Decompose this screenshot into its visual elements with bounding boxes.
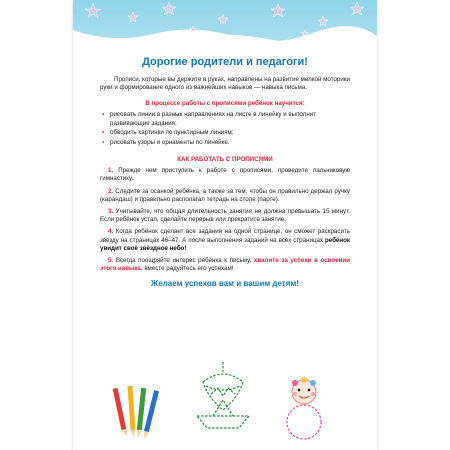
bullet-icon: • bbox=[102, 129, 105, 137]
bullet-icon: • bbox=[102, 139, 105, 147]
snowman-icon bbox=[287, 377, 321, 439]
star-icon bbox=[350, 2, 364, 15]
list-item: • рисовать узоры и орнаменты по линейке. bbox=[102, 139, 230, 147]
closing-wish: Желаем успехов вам и вашим детям! bbox=[151, 279, 299, 289]
banner-decoration bbox=[73, 0, 377, 46]
spinning-top-icon bbox=[203, 362, 243, 410]
page-title: Дорогие родители и педагоги! bbox=[142, 56, 308, 68]
step-3: 3. Учитывайте, что общая длительность занятия не должна превышать 15 минут. Если ребёнок устал, сделайте перерыв или прекратите занятие. bbox=[100, 208, 350, 224]
step-2: 2. Следите за осанкой ребёнка, а также за тем, чтобы он правильно держал ручку (карандаш) и правильно располагал тетрадь на столе (парте). bbox=[100, 187, 350, 203]
learn-heading: В процессе работы с прописями ребёнок научится: bbox=[145, 100, 305, 108]
star-icon bbox=[162, 2, 176, 15]
step-4: 4. Когда ребёнок сделает все задания на одной странице, он сможет раскрасить звезду на страницах 46–47. А после выполнения заданий на всех страницах ребёнок увидит своё звёздное небо! bbox=[100, 228, 350, 252]
star-icon bbox=[85, 3, 101, 18]
intro-paragraph: Прописи, которые вы держите в руках, направлены на развитие мелкой моторики руки и формирование одного из важнейших навыков — навыка письма. bbox=[100, 76, 350, 92]
page-content bbox=[73, 56, 377, 288]
paper-boat-icon bbox=[197, 400, 249, 428]
illustrations bbox=[73, 358, 377, 450]
pencil-icon bbox=[113, 388, 129, 438]
howto-heading: КАК РАБОТАТЬ С ПРОПИСЯМИ bbox=[177, 156, 273, 164]
list-item: • рисовать линии в разных направлениях на листе в линейку и выполнит развивающие задания; bbox=[102, 111, 317, 127]
step-5: 5. Всегда поощряйте интерес ребёнка к письму, хвалите за успехи в освоении этого навыка, вместе радуйтесь его успехам! bbox=[100, 257, 350, 273]
learn-list bbox=[100, 111, 350, 147]
header-banner bbox=[73, 0, 377, 46]
star-icon bbox=[318, 16, 328, 26]
star-icon bbox=[271, 4, 285, 17]
star-icon bbox=[128, 12, 138, 22]
list-item: • обводить картинки по пунктирным линиям; bbox=[102, 129, 234, 137]
pencil-icon bbox=[127, 386, 136, 438]
howto-steps bbox=[100, 167, 350, 273]
star-icon bbox=[218, 14, 228, 24]
workbook-page bbox=[73, 0, 377, 450]
bullet-icon: • bbox=[102, 111, 105, 119]
step-1: 1. Прежде чем приступить к работе с прописями, проведите пальчиковую гимнастику. bbox=[100, 167, 350, 183]
